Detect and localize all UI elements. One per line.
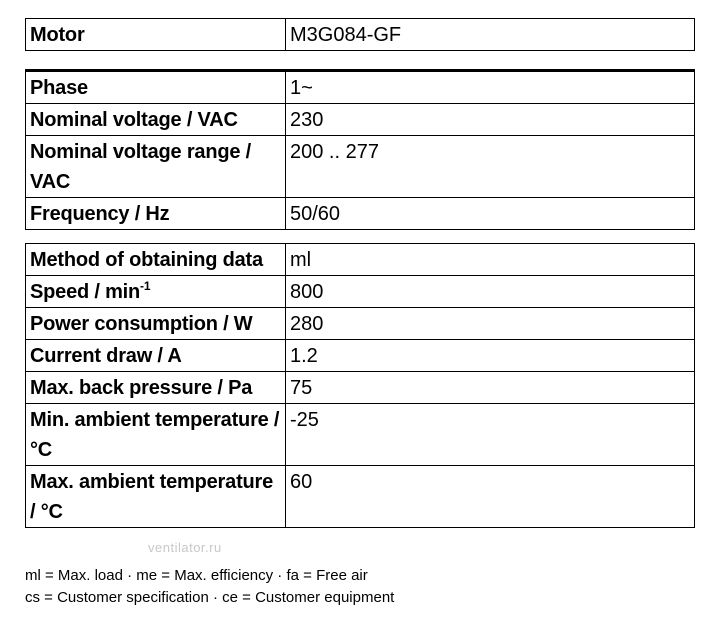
min-temp-value: -25 [290, 409, 319, 431]
motor-row [26, 19, 694, 50]
frequency-row [26, 197, 694, 229]
speed-label-exponent: -1 [140, 279, 151, 293]
phase-value: 1~ [290, 77, 313, 99]
motor-table [25, 18, 695, 51]
max-temp-row [26, 465, 694, 527]
nominal-voltage-row [26, 103, 694, 135]
frequency-value: 50/60 [290, 203, 341, 225]
back-pressure-row [26, 371, 694, 403]
nominal-voltage-label: Nominal voltage / VAC [26, 104, 286, 135]
legend-note-2: cs = Customer specification · ce = Customer equipment [25, 589, 395, 606]
legend-note-1: ml = Max. load · me = Max. efficiency · fa = Free air [25, 567, 368, 584]
method-label: Method of obtaining data [26, 244, 286, 275]
min-temp-label: Min. ambient temperature / °C [26, 404, 286, 465]
current-row [26, 339, 694, 371]
phase-label: Phase [26, 72, 286, 103]
power-value: 280 [290, 313, 324, 335]
max-temp-label: Max. ambient temperature / °C [26, 466, 286, 527]
watermark: ventilator.ru [148, 540, 222, 555]
voltage-range-row [26, 135, 694, 197]
voltage-range-label: Nominal voltage range / VAC [26, 136, 286, 197]
method-value: ml [290, 249, 312, 271]
phase-row [26, 72, 694, 103]
back-pressure-label: Max. back pressure / Pa [26, 372, 286, 403]
power-label: Power consumption / W [26, 308, 286, 339]
speed-row [26, 275, 694, 307]
electrical-table [25, 69, 695, 230]
speed-value: 800 [290, 281, 324, 303]
current-label: Current draw / A [26, 340, 286, 371]
performance-table [25, 243, 695, 528]
power-row [26, 307, 694, 339]
speed-label [26, 276, 286, 307]
motor-value: M3G084-GF [290, 24, 402, 46]
max-temp-value: 60 [290, 471, 313, 493]
back-pressure-value: 75 [290, 377, 313, 399]
nominal-voltage-value: 230 [290, 109, 324, 131]
current-value: 1.2 [290, 345, 318, 367]
method-row [26, 244, 694, 275]
speed-label-text: Speed / min [30, 281, 141, 303]
motor-label: Motor [26, 19, 286, 50]
voltage-range-value: 200 .. 277 [290, 141, 379, 163]
frequency-label: Frequency / Hz [26, 198, 286, 229]
min-temp-row [26, 403, 694, 465]
